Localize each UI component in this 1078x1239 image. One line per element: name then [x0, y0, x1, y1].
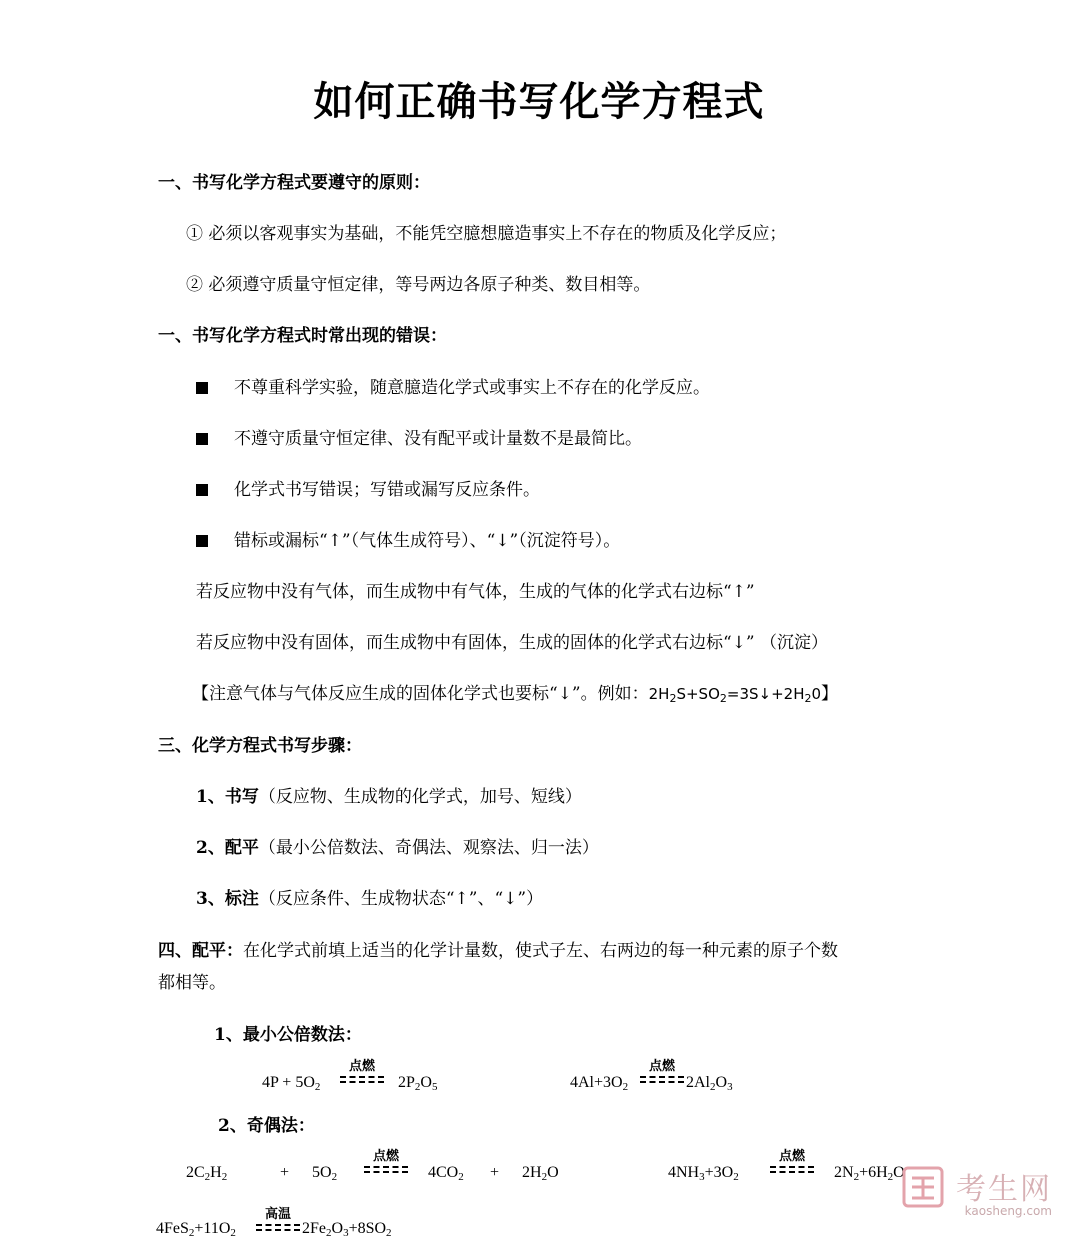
gas-note: 若反应物中没有气体，而生成物中有气体，生成的气体的化学式右边标“↑” — [196, 582, 755, 602]
error-item: 错标或漏标“↑”（气体生成符号）、“↓”（沉淀符号）。 — [196, 526, 620, 551]
ignite-condition: 点燃 — [770, 1150, 814, 1173]
equation-rhs: $4CO_2$ — [428, 1164, 464, 1183]
step-item: 3、标注（反应条件、生成物状态“↑”、“↓”） — [196, 889, 544, 909]
equation-rhs: $2P_2O_5$ — [398, 1074, 438, 1093]
section-4-line-2: 都相等。 — [158, 973, 226, 993]
step-item: 1、书写（反应物、生成物的化学式，加号、短线） — [196, 787, 582, 807]
section-3-heading: 三、化学方程式书写步骤： — [158, 736, 362, 756]
equals-sign — [640, 1076, 684, 1083]
equals-sign — [340, 1076, 384, 1083]
attention-note: 【注意气体与气体反应生成的固体化学式也要标“↓”。例如：$2H_2S+SO_2=3S↓+2H_20$】 — [192, 684, 839, 705]
kaosheng-logo-icon — [902, 1166, 944, 1208]
equals-sign — [364, 1166, 408, 1173]
error-item: 不尊重科学实验，随意臆造化学式或事实上不存在的化学反应。 — [196, 373, 710, 398]
principle-item: ① 必须以客观事实为基础，不能凭空臆想臆造事实上不存在的物质及化学反应； — [186, 224, 787, 244]
square-bullet-icon — [196, 535, 208, 547]
step-item: 2、配平（最小公倍数法、奇偶法、观察法、归一法） — [196, 838, 599, 858]
equals-sign — [770, 1166, 814, 1173]
ignite-condition: 点燃 — [340, 1060, 384, 1083]
section-2-heading: 一、书写化学方程式时常出现的错误： — [158, 326, 447, 346]
equation-rhs: $2Al_2O_3$ — [686, 1074, 733, 1093]
ignite-condition: 点燃 — [364, 1150, 408, 1173]
ignite-condition: 点燃 — [640, 1060, 684, 1083]
page-title: 如何正确书写化学方程式 — [313, 78, 765, 125]
equals-sign — [256, 1224, 300, 1231]
equation-rhs: $2N_2+6H_2O$ — [834, 1164, 905, 1183]
section-1-heading: 一、书写化学方程式要遵守的原则： — [158, 173, 430, 193]
solid-note: 若反应物中没有固体，而生成物中有固体，生成的固体的化学式右边标“↓” （沉淀） — [196, 633, 829, 653]
equation-lhs: $4Al+3O_2$ — [570, 1074, 629, 1093]
section-4-line: 四、配平：在化学式前填上适当的化学计量数，使式子左、右两边的每一种元素的原子个数 — [158, 941, 838, 961]
error-item: 不遵守质量守恒定律、没有配平或计量数不是最简比。 — [196, 424, 642, 449]
square-bullet-icon — [196, 484, 208, 496]
equation-lhs: $2C_2H_2$ — [186, 1164, 228, 1183]
square-bullet-icon — [196, 433, 208, 445]
method-2-title: 2、奇偶法： — [218, 1116, 315, 1136]
method-1-title: 1、最小公倍数法： — [214, 1025, 362, 1045]
square-bullet-icon — [196, 382, 208, 394]
equation-lhs: $4NH_3+3O_2$ — [668, 1164, 739, 1183]
equation-lhs: $4FeS_2+11O_2$ — [156, 1220, 236, 1239]
example-equation: $2H_2S+SO_2=3S↓+2H_20$ — [648, 685, 822, 705]
equation-lhs: $4P + 5O_2$ — [262, 1074, 321, 1093]
error-item: 化学式书写错误；写错或漏写反应条件。 — [196, 475, 540, 500]
principle-item: ② 必须遵守质量守恒定律，等号两边各原子种类、数目相等。 — [186, 275, 651, 295]
hightemp-condition: 高温 — [256, 1208, 300, 1231]
watermark: 考生网 kaosheng.com — [956, 1164, 1052, 1218]
equation-rhs: $2Fe_2O_3+8SO_2$ — [302, 1220, 392, 1239]
